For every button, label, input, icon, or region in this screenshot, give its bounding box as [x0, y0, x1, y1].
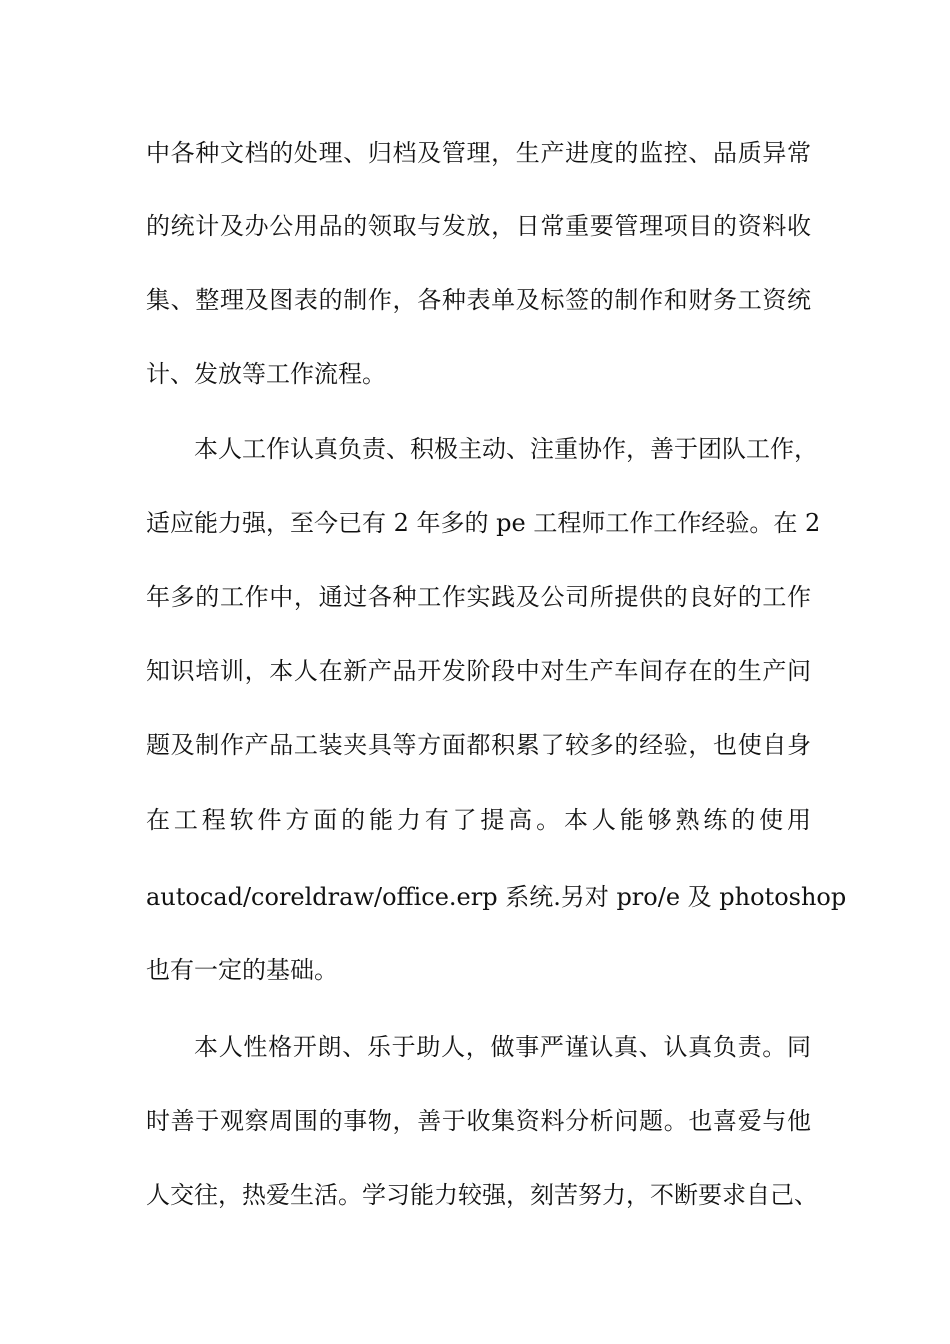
text-line: 也有一定的基础。 [146, 956, 338, 984]
text-line: 知识培训，本人在新产品开发阶段中对生产车间存在的生产问 [146, 657, 811, 685]
text-line: 题及制作产品工装夹具等方面都积累了较多的经验，也使自身 [146, 731, 811, 759]
text-line: autocad/coreldraw/office.erp 系统.另对 pro/e 及 photoshop [146, 883, 847, 911]
paragraph-first-line: 本人性格开朗、乐于助人，做事严谨认真、认真负责。同 [194, 1033, 811, 1061]
text-line: 的统计及办公用品的领取与发放，日常重要管理项目的资料收 [146, 212, 811, 240]
text-line: 时善于观察周围的事物，善于收集资料分析问题。也喜爱与他 [146, 1107, 811, 1135]
text-line: 适应能力强，至今已有 2 年多的 pe 工程师工作工作经验。在 2 [146, 509, 821, 537]
text-line: 集、整理及图表的制作，各种表单及标签的制作和财务工资统 [146, 286, 811, 314]
text-line: 人交往，热爱生活。学习能力较强，刻苦努力，不断要求自己、 [146, 1181, 818, 1209]
text-line: 中各种文档的处理、归档及管理，生产进度的监控、品质异常 [146, 139, 811, 167]
text-line: 计、发放等工作流程。 [146, 360, 386, 388]
text-line: 在工程软件方面的能力有了提高。本人能够熟练的使用 [146, 806, 811, 834]
paragraph-first-line: 本人工作认真负责、积极主动、注重协作，善于团队工作， [194, 435, 818, 463]
text-line: 年多的工作中，通过各种工作实践及公司所提供的良好的工作 [146, 583, 811, 611]
